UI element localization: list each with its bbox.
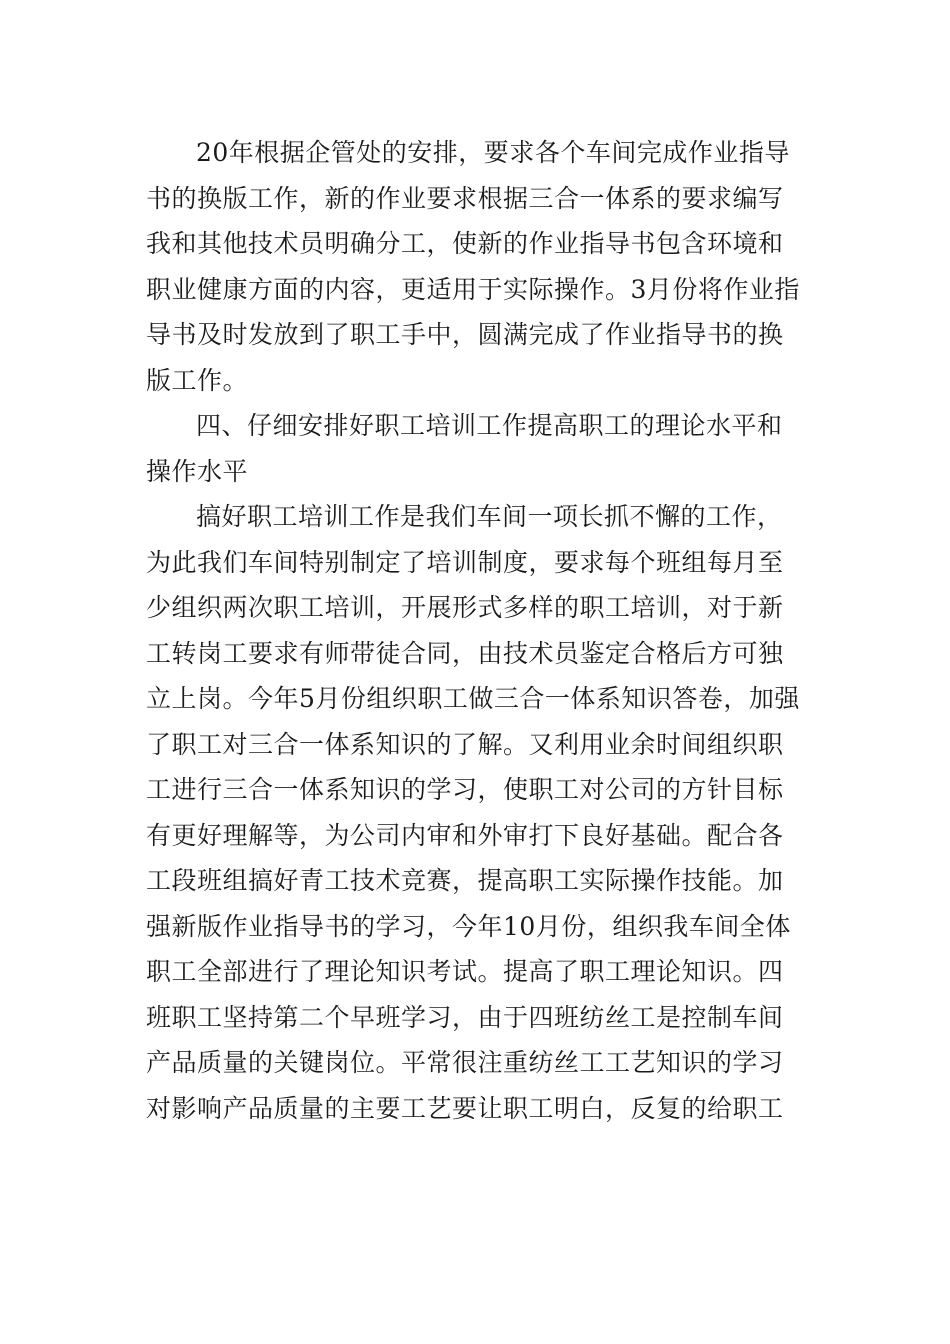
text-line: 立上岗。今年5月份组织职工做三合一体系知识答卷，加强 xyxy=(146,684,800,713)
text-line: 职业健康方面的内容，更适用于实际操作。3月份将作业指 xyxy=(146,274,800,304)
paragraph-staff-training xyxy=(146,494,806,1131)
heading-line: 四、仔细安排好职工培训工作提高职工的理论水平和 xyxy=(196,411,783,440)
text-line: 少组织两次职工培训，开展形式多样的职工培训，对于新 xyxy=(146,593,784,622)
heading-line: 操作水平 xyxy=(146,456,249,486)
text-line: 书的换版工作，新的作业要求根据三合一体系的要求编写 xyxy=(146,183,784,213)
text-line: 版工作。 xyxy=(146,365,249,395)
paragraph-work-instructions xyxy=(146,130,806,403)
text-line: 工转岗工要求有师带徒合同，由技术员鉴定合格后方可独 xyxy=(146,638,784,668)
text-line: 强新版作业指导书的学习，今年10月份，组织我车间全体 xyxy=(146,911,791,941)
text-line: 搞好职工培训工作是我们车间一项长抓不懈的工作， xyxy=(196,502,783,531)
text-line: 对影响产品质量的主要工艺要让职工明白，反复的给职工 xyxy=(146,1093,784,1123)
text-line: 班职工坚持第二个早班学习，由于四班纺丝工是控制车间 xyxy=(146,1002,784,1032)
text-line: 为此我们车间特别制定了培训制度，要求每个班组每月至 xyxy=(146,547,784,577)
text-line: 工段班组搞好青工技术竞赛，提高职工实际操作技能。加 xyxy=(146,866,784,895)
text-line: 导书及时发放到了职工手中，圆满完成了作业指导书的换 xyxy=(146,320,784,349)
text-line: 工进行三合一体系知识的学习，使职工对公司的方针目标 xyxy=(146,775,784,804)
section-heading-training xyxy=(146,403,806,494)
text-line: 产品质量的关键岗位。平常很注重纺丝工工艺知识的学习 xyxy=(146,1048,784,1077)
text-line: 我和其他技术员明确分工，使新的作业指导书包含环境和 xyxy=(146,229,784,258)
text-line: 有更好理解等，为公司内审和外审打下良好基础。配合各 xyxy=(146,820,784,850)
text-line: 职工全部进行了理论知识考试。提高了职工理论知识。四 xyxy=(146,957,784,986)
text-line: 了职工对三合一体系知识的了解。又利用业余时间组织职 xyxy=(146,729,784,759)
document-body xyxy=(146,130,806,1131)
text-line: 20年根据企管处的安排，要求各个车间完成作业指导 xyxy=(196,138,790,167)
